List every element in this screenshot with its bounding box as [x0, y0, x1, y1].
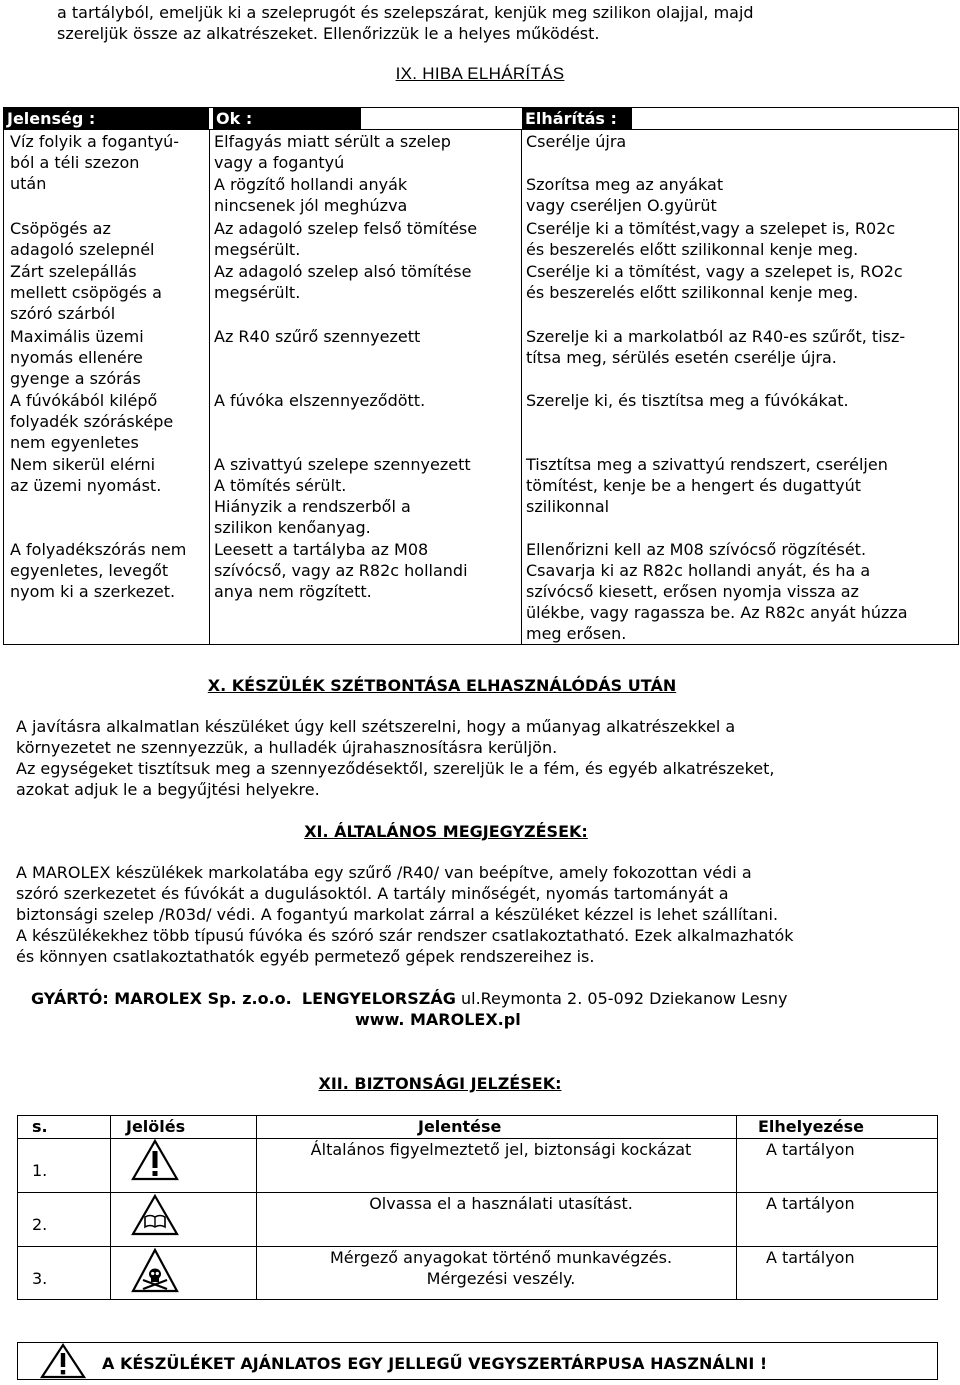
header-sign: Jelölés — [126, 1117, 186, 1136]
paragraph-line: és könnyen csatlakoztathatók egyéb permetező gépek rendszereihez is. — [16, 947, 595, 966]
meaning-line: Mérgező anyagokat történő munkavégzés. — [329, 1248, 673, 1267]
row-number: 3. — [32, 1269, 48, 1288]
header-symptom: Jelenség : — [4, 108, 209, 129]
paragraph-line: A MAROLEX készülékek markolatába egy szűrő /R40/ van beépítve, amely fokozottan védi a — [16, 863, 752, 882]
manufacturer-country: LENGYELORSZÁG — [301, 989, 456, 1008]
paragraph-line: A készülékekhez több típusú fúvóka és szóró szár rendszer csatlakoztatható. Ezek alkalmazhatók — [16, 926, 794, 945]
cell-line: Leesett a tartályba az M08 — [214, 540, 429, 559]
cell-line: szilikonnal — [526, 497, 610, 516]
section-10-title: X. KÉSZÜLÉK SZÉTBONTÁSA ELHASZNÁLÓDÁS UTÁN — [207, 676, 677, 695]
cell-line: Csavarja ki az R82c hollandi anyát, és ha a — [526, 561, 871, 580]
paragraph-line: A javításra alkalmatlan készüléket úgy kell szétszerelni, hogy a műanyag alkatrészekkel a — [16, 717, 736, 736]
cell-line: Az R40 szűrő szennyezett — [214, 327, 421, 346]
cell-line: Zárt szelepállás — [10, 262, 137, 281]
cell-line: A folyadékszórás nem — [10, 540, 187, 559]
cell-line: megsérült. — [214, 240, 301, 259]
troubleshooting-table — [3, 107, 959, 645]
cell-line: Elfagyás miatt sérült a szelep — [214, 132, 451, 151]
paragraph-line: azokat adjuk le a begyűjtési helyekre. — [16, 780, 320, 799]
paragraph-line: Az egységeket tisztítsuk meg a szennyeződésektől, szereljük le a fém, és egyéb alkatrészeket, — [16, 759, 775, 778]
fix-cell — [526, 390, 849, 411]
row-number: 1. — [32, 1161, 48, 1180]
cause-cell — [214, 261, 471, 303]
paragraph-line: környezetet ne szennyezzük, a hulladék újrahasznosításra kerüljön. — [16, 738, 558, 757]
column-divider — [209, 130, 210, 644]
cell-line: Szerelje ki a markolatból az R40-es szűrőt, tisz- — [526, 327, 906, 346]
cause-cell — [214, 131, 451, 173]
cell-line: Nem sikerül elérni — [10, 455, 156, 474]
cause-cell — [214, 539, 468, 602]
column-divider — [521, 130, 522, 644]
header-number: s. — [32, 1117, 48, 1136]
cell-line: gyenge a szórás — [10, 369, 141, 388]
cell-line: folyadék szórásképe — [10, 412, 174, 431]
symptom-cell — [10, 390, 173, 453]
cell-line: szívócső, vagy az R82c hollandi — [214, 561, 468, 580]
header-fix: Elhárítás : — [522, 108, 632, 129]
section-12-title: XII. BIZTONSÁGI JELZÉSEK: — [318, 1074, 562, 1093]
cell-line: Víz folyik a fogantyú- — [10, 132, 180, 151]
intro-line: a tartályból, emeljük ki a szeleprugót és szelepszárat, kenjük meg szilikon olajjal, majd — [57, 3, 754, 22]
column-divider — [256, 1116, 257, 1299]
manufacturer-line — [31, 988, 931, 1009]
cell-line: nem egyenletes — [10, 433, 139, 452]
cell-line: és beszerelés előtt szilikonnal kenje meg. — [526, 283, 859, 302]
row-meaning: Olvassa el a használati utasítást. — [369, 1194, 633, 1213]
cell-line: meg erősen. — [526, 624, 627, 643]
paragraph-line: szóró szerkezetet és fúvókát a dugulásoktól. A tartály minőségét, nyomás tartományát a — [16, 884, 729, 903]
column-divider — [736, 1116, 737, 1299]
cell-line: Csöpögés az — [10, 219, 111, 238]
skull-crossbones-icon — [131, 1247, 179, 1295]
cell-line: Hiányzik a rendszerből a — [214, 497, 411, 516]
cell-line: az üzemi nyomást. — [10, 476, 162, 495]
cause-cell — [214, 454, 471, 538]
cell-line: A rögzítő hollandi anyák — [214, 175, 408, 194]
cell-line: A fúvókából kilépő — [10, 391, 158, 410]
cell-line: Cserélje újra — [526, 132, 627, 151]
intro-line: szereljük össze az alkatrészeket. Ellenőrizzük le a helyes működést. — [57, 24, 600, 43]
section-10-text — [16, 716, 936, 800]
column-divider — [110, 1116, 111, 1299]
cell-line: megsérült. — [214, 283, 301, 302]
cell-line: A tömítés sérült. — [214, 476, 347, 495]
symptom-cell — [10, 131, 179, 194]
cell-line: egyenletes, levegőt — [10, 561, 169, 580]
symptom-cell — [10, 261, 162, 324]
symptom-cell — [10, 218, 154, 260]
cell-line: mellett csöpögés a — [10, 283, 162, 302]
cell-line: Cserélje ki a tömítést, vagy a szelepet is, RO2c — [526, 262, 903, 281]
safety-signs-table — [17, 1115, 938, 1300]
manufacturer-address: ul.Reymonta 2. 05-092 Dziekanow Lesny — [460, 989, 788, 1008]
cell-line: títsa meg, sérülés esetén cserélje újra. — [526, 348, 837, 367]
fix-cell — [526, 326, 905, 368]
fix-cell — [526, 454, 888, 517]
section-11-text — [16, 862, 936, 967]
paragraph-line: biztonsági szelep /R03d/ védi. A fogantyú markolat zárral a készüléket kézzel is lehet szállítani. — [16, 905, 779, 924]
cell-line: ból a téli szezon — [10, 153, 140, 172]
table-header — [4, 108, 958, 130]
cell-line: vagy a fogantyú — [214, 153, 345, 172]
cell-line: Az adagoló szelep alsó tömítése — [214, 262, 472, 281]
row-number: 2. — [32, 1215, 48, 1234]
cell-line: ülékbe, vagy ragassza be. Az R82c anyát húzza — [526, 603, 908, 622]
row-meaning: Általános figyelmeztető jel, biztonsági kockázat — [310, 1140, 692, 1159]
cell-line: tömítést, kenje be a hengert és dugattyút — [526, 476, 862, 495]
cell-line: nyomás ellenére — [10, 348, 143, 367]
section-9-title: IX. HIBA ELHÁRÍTÁS — [395, 64, 565, 83]
header-meaning: Jelentése — [418, 1117, 502, 1136]
exclamation-triangle-icon — [131, 1138, 179, 1182]
cause-cell — [214, 174, 407, 216]
intro-text — [57, 2, 917, 44]
fix-cell — [526, 131, 626, 152]
cell-line: anya nem rögzített. — [214, 582, 372, 601]
cell-line: és beszerelés előtt szilikonnal kenje meg. — [526, 240, 859, 259]
final-warning-text: A KÉSZÜLÉKET AJÁNLATOS EGY JELLEGŰ VEGYSZERTÁRPUSA HASZNÁLNI ! — [102, 1354, 768, 1373]
row-meaning — [276, 1247, 726, 1289]
cell-line: nyom ki a szerkezet. — [10, 582, 176, 601]
fix-cell — [526, 174, 723, 216]
cell-line: után — [10, 174, 47, 193]
header-cause: Ok : — [213, 108, 361, 129]
cell-line: Szerelje ki, és tisztítsa meg a fúvókákat. — [526, 391, 849, 410]
cell-line: A fúvóka elszennyeződött. — [214, 391, 426, 410]
row-location: A tartályon — [766, 1194, 855, 1213]
section-11-title: XI. ÁLTALÁNOS MEGJEGYZÉSEK: — [304, 822, 588, 841]
cell-line: Cserélje ki a tömítést,vagy a szelepet is, R02c — [526, 219, 896, 238]
manufacturer-website: www. MAROLEX.pl — [355, 1010, 521, 1029]
fix-cell — [526, 218, 895, 260]
cell-line: Szorítsa meg az anyákat — [526, 175, 724, 194]
fix-cell — [526, 261, 903, 303]
cell-line: Tisztítsa meg a szivattyú rendszert, cseréljen — [526, 455, 888, 474]
cell-line: A szivattyú szelepe szennyezett — [214, 455, 471, 474]
cell-line: szóró szárból — [10, 304, 116, 323]
cell-line: szilikon kenőanyag. — [214, 518, 371, 537]
symptom-cell — [10, 539, 186, 602]
row-location: A tartályon — [766, 1140, 855, 1159]
symptom-cell — [10, 326, 144, 389]
cell-line: vagy cseréljen O.gyürüt — [526, 196, 717, 215]
symptom-cell — [10, 454, 161, 496]
cell-line: adagoló szelepnél — [10, 240, 155, 259]
manufacturer-label: GYÁRTÓ: MAROLEX Sp. z.o.o. — [31, 989, 292, 1008]
cell-line: nincsenek jól meghúzva — [214, 196, 408, 215]
cell-line: Maximális üzemi — [10, 327, 144, 346]
cause-cell — [214, 218, 477, 260]
open-book-icon — [131, 1193, 179, 1237]
meaning-line: Mérgezési veszély. — [426, 1269, 576, 1288]
cell-line: szívócső kiesett, erősen nyomja vissza az — [526, 582, 859, 601]
cause-cell — [214, 326, 420, 347]
row-location: A tartályon — [766, 1248, 855, 1267]
header-location: Elhelyezése — [758, 1117, 864, 1136]
cell-line: Ellenőrizni kell az M08 szívócső rögzítését. — [526, 540, 867, 559]
fix-cell — [526, 539, 908, 644]
cause-cell — [214, 390, 425, 411]
final-warning — [17, 1342, 938, 1380]
cell-line: Az adagoló szelep felső tömítése — [214, 219, 478, 238]
exclamation-triangle-icon — [40, 1343, 86, 1379]
